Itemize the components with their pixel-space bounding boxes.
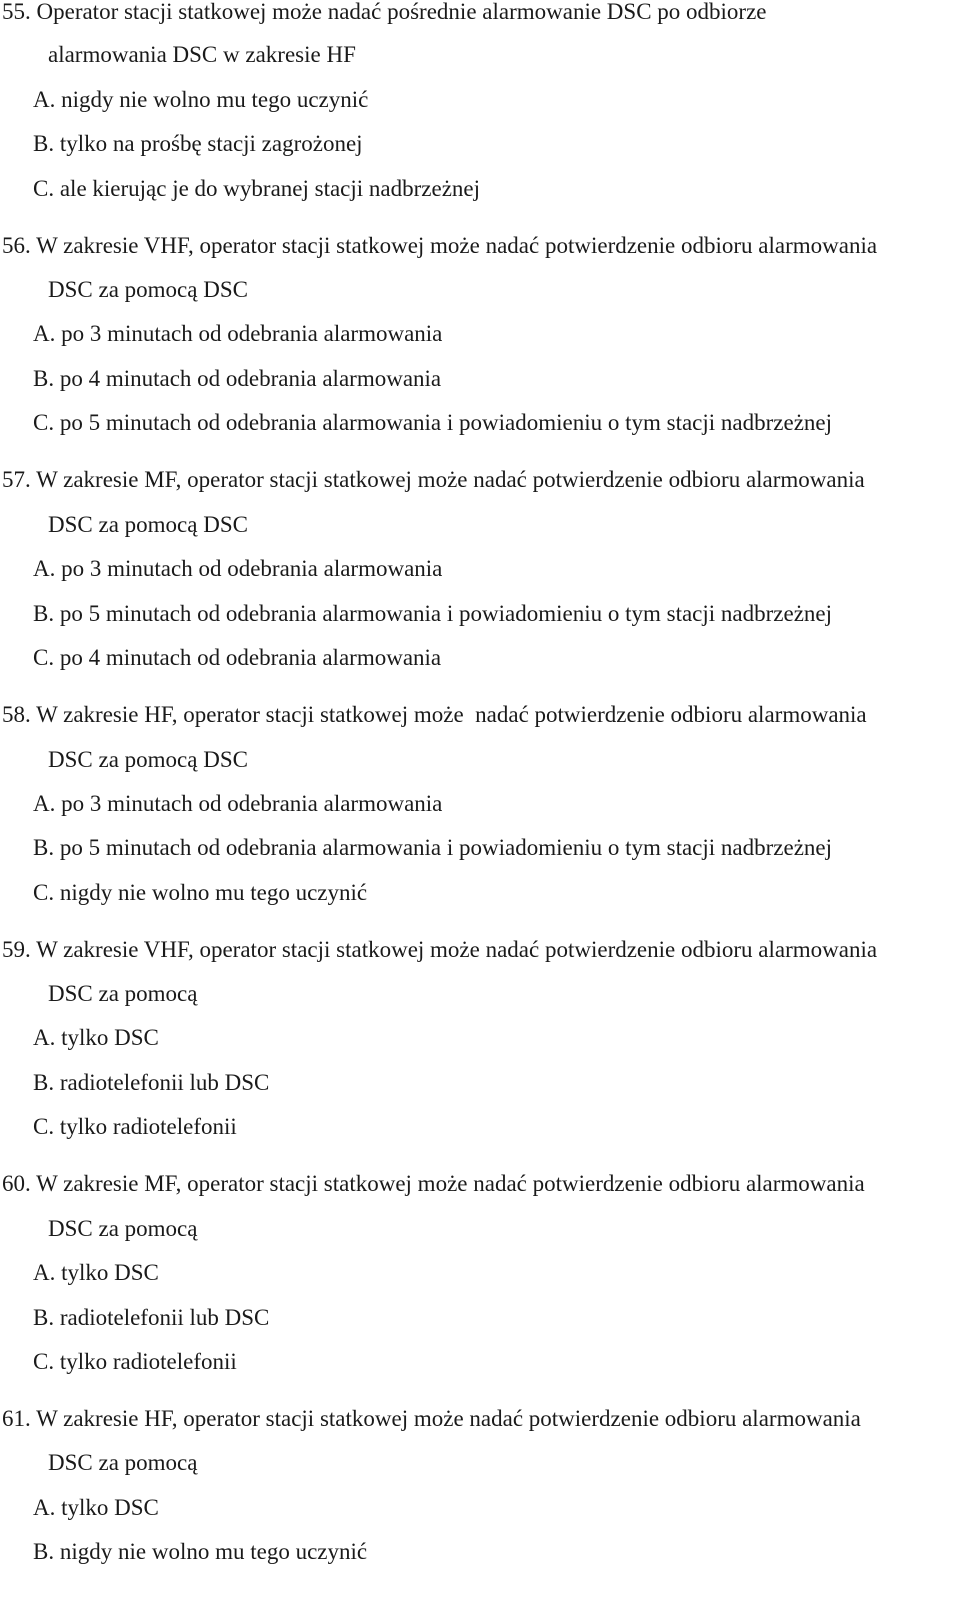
question-text: W zakresie MF, operator stacji statkowej może nadać potwierdzenie odbioru alarmowania (36, 1171, 865, 1196)
question-60-line2: DSC za pomocą (48, 1216, 198, 1241)
question-number: 57. (2, 467, 31, 492)
question-57-line1 (2, 466, 865, 494)
question-number: 58. (2, 702, 31, 727)
question-number: 61. (2, 1406, 31, 1431)
question-text: W zakresie MF, operator stacji statkowej może nadać potwierdzenie odbioru alarmowania (36, 467, 865, 492)
question-57-option-a: A. po 3 minutach od odebrania alarmowania (33, 556, 443, 581)
question-58-option-a: A. po 3 minutach od odebrania alarmowania (33, 791, 443, 816)
question-56-option-a: A. po 3 minutach od odebrania alarmowania (33, 321, 443, 346)
question-56-line1 (2, 232, 877, 260)
question-56-option-b: B. po 4 minutach od odebrania alarmowania (33, 366, 442, 391)
question-55-line2: alarmowania DSC w zakresie HF (48, 42, 356, 67)
question-60-option-c: C. tylko radiotelefonii (33, 1349, 237, 1374)
question-57-line2: DSC za pomocą DSC (48, 512, 248, 537)
question-55-option-b: B. tylko na prośbę stacji zagrożonej (33, 131, 363, 156)
question-61-line2: DSC za pomocą (48, 1450, 198, 1475)
question-56-line2: DSC za pomocą DSC (48, 277, 248, 302)
question-55-option-a: A. nigdy nie wolno mu tego uczynić (33, 87, 369, 112)
question-60-option-a: A. tylko DSC (33, 1260, 159, 1285)
question-55-option-c: C. ale kierując je do wybranej stacji nadbrzeżnej (33, 176, 481, 201)
question-number: 59. (2, 937, 31, 962)
question-56-option-c: C. po 5 minutach od odebrania alarmowania i powiadomieniu o tym stacji nadbrzeżnej (33, 410, 833, 435)
question-61-option-a: A. tylko DSC (33, 1495, 159, 1520)
question-59-option-c: C. tylko radiotelefonii (33, 1114, 237, 1139)
question-text: W zakresie VHF, operator stacji statkowej może nadać potwierdzenie odbioru alarmowania (36, 233, 878, 258)
question-61-line1 (2, 1405, 861, 1433)
question-60-option-b: B. radiotelefonii lub DSC (33, 1305, 270, 1330)
question-text: W zakresie HF, operator stacji statkowej może nadać potwierdzenie odbioru alarmowania (36, 1406, 861, 1431)
question-58-option-c: C. nigdy nie wolno mu tego uczynić (33, 880, 368, 905)
question-number: 55. (2, 0, 31, 24)
question-59-line2: DSC za pomocą (48, 981, 198, 1006)
question-58-option-b: B. po 5 minutach od odebrania alarmowania i powiadomieniu o tym stacji nadbrzeżnej (33, 835, 833, 860)
question-text: Operator stacji statkowej może nadać pośrednie alarmowanie DSC po odbiorze (36, 0, 767, 24)
question-text: W zakresie HF, operator stacji statkowej może nadać potwierdzenie odbioru alarmowania (36, 702, 867, 727)
question-number: 56. (2, 233, 31, 258)
question-59-line1 (2, 936, 877, 964)
question-text: W zakresie VHF, operator stacji statkowej może nadać potwierdzenie odbioru alarmowania (36, 937, 878, 962)
question-58-line1 (2, 701, 867, 729)
question-58-line2: DSC za pomocą DSC (48, 747, 248, 772)
question-57-option-b: B. po 5 minutach od odebrania alarmowania i powiadomieniu o tym stacji nadbrzeżnej (33, 601, 833, 626)
question-59-option-a: A. tylko DSC (33, 1025, 159, 1050)
question-61-option-b: B. nigdy nie wolno mu tego uczynić (33, 1539, 368, 1564)
question-55-line1 (2, 0, 767, 26)
question-57-option-c: C. po 4 minutach od odebrania alarmowania (33, 645, 442, 670)
question-60-line1 (2, 1170, 865, 1198)
question-59-option-b: B. radiotelefonii lub DSC (33, 1070, 270, 1095)
question-number: 60. (2, 1171, 31, 1196)
